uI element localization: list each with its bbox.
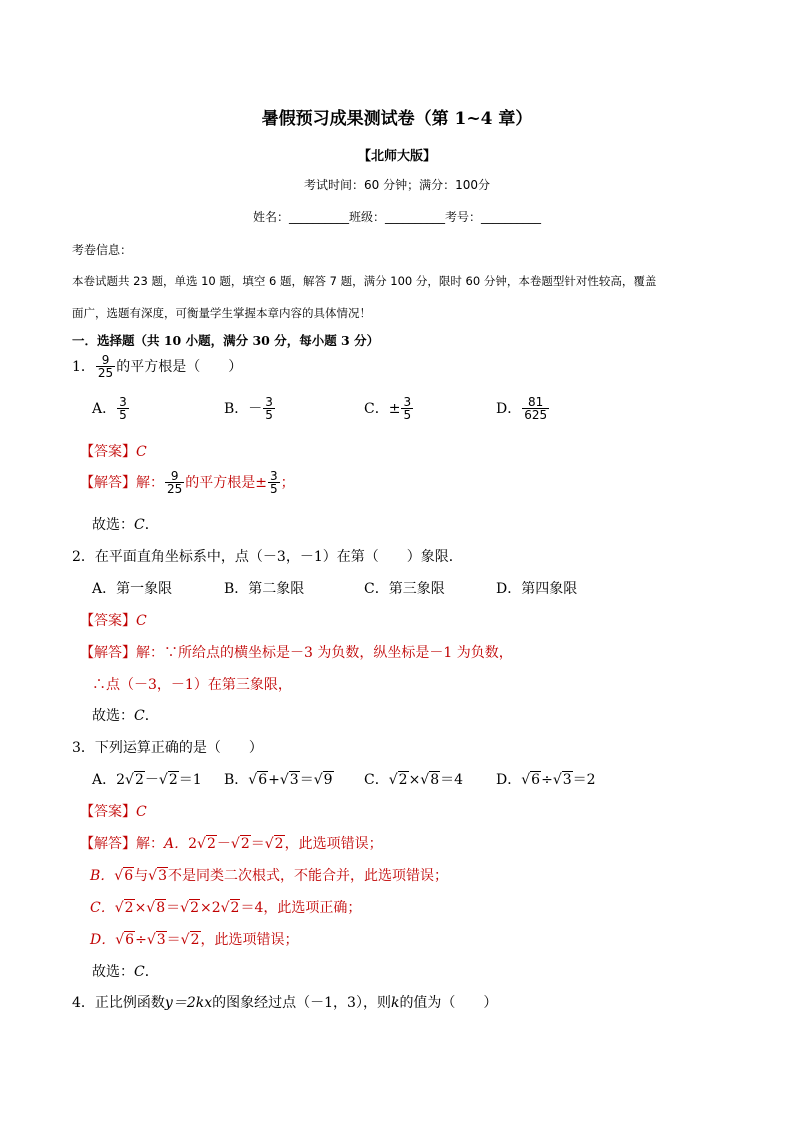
question-2-option-b: B．第二象限 bbox=[224, 581, 305, 597]
question-2-option-d: D．第四象限 bbox=[496, 581, 578, 597]
section-heading: 一．选择题（共 10 小题，满分 30 分，每小题 3 分） bbox=[72, 333, 380, 348]
question-number: 4． bbox=[72, 995, 95, 1011]
question-2-option-a: A．第一象限 bbox=[92, 581, 173, 597]
question-2-choose: 故选：C． bbox=[92, 708, 159, 724]
edition-label: 【北师大版】 bbox=[357, 149, 436, 164]
fraction: $\frac{9}{25}$ bbox=[97, 353, 114, 380]
question-3-solution-d: D．√6÷√3＝√2，此选项错误； bbox=[90, 932, 299, 948]
question-1-option-a: A． $\frac{3}{5}$ bbox=[92, 395, 127, 422]
question-2-solution-1: 【解答】解：∵所给点的横坐标是－3 为负数，纵坐标是－1 为负数， bbox=[80, 645, 513, 661]
question-3-option-c: C．√2×√8＝4 bbox=[364, 772, 464, 788]
question-number: 2． bbox=[72, 549, 95, 565]
question-1-stem: 1． $\frac{9}{25}$ 的平方根是（ ） bbox=[72, 353, 243, 380]
question-1-solution: 【解答】解： $\frac{9}{25}$ 的平方根是± $\frac{3}{5}$ ； bbox=[80, 469, 295, 496]
info-label: 考卷信息： bbox=[72, 243, 133, 257]
question-1-answer: 【答案】C bbox=[80, 444, 147, 460]
info-line-2: 面广，选题有深度，可衡量学生掌握本章内容的具体情况！ bbox=[72, 306, 371, 320]
question-3-solution-c: C．√2×√8＝√2×2√2＝4，此选项正确； bbox=[90, 900, 362, 916]
question-3-option-d: D．√6÷√3＝2 bbox=[496, 772, 596, 788]
question-3-answer: 【答案】C bbox=[80, 804, 147, 820]
question-3-choose: 故选：C． bbox=[92, 964, 159, 980]
question-3-stem: 3．下列运算正确的是（ ） bbox=[72, 740, 263, 756]
question-3-option-b: B．√6+√3＝√9 bbox=[224, 772, 333, 788]
name-class-id-line: 姓名：__________班级：__________考号：__________ bbox=[252, 210, 541, 224]
question-3-option-a: A．2√2－√2＝1 bbox=[92, 772, 202, 788]
question-4-stem: 4．正比例函数y＝2kx的图象经过点（－1，3），则k的值为（ ） bbox=[72, 995, 498, 1011]
question-1-option-d: D． $\frac{81}{625}$ bbox=[496, 395, 548, 422]
question-2-option-c: C．第三象限 bbox=[364, 581, 445, 597]
exam-time: 考试时间：60 分钟；满分：100分 bbox=[304, 178, 490, 192]
question-2-solution-2: ∴点（－3，－1）在第三象限， bbox=[92, 677, 292, 693]
question-number: 3． bbox=[72, 740, 95, 756]
info-line-1: 本卷试题共 23 题，单选 10 题，填空 6 题，解答 7 题，满分 100 分，限时 60 分钟，本卷题型针对性较高，覆盖 bbox=[72, 274, 657, 288]
question-3-solution-a: 【解答】解：A．2√2－√2＝√2，此选项错误； bbox=[80, 836, 383, 852]
question-1-option-b: B．－ $\frac{3}{5}$ bbox=[224, 395, 273, 422]
question-1-option-c: C．± $\frac{3}{5}$ bbox=[364, 395, 412, 422]
question-2-answer: 【答案】C bbox=[80, 613, 147, 629]
question-1-choose: 故选：C． bbox=[92, 517, 159, 533]
question-number: 1． bbox=[72, 359, 95, 375]
page-title: 暑假预习成果测试卷（第 1~4 章） bbox=[261, 109, 533, 129]
question-3-solution-b: B．√6与√3不是同类二次根式，不能合并，此选项错误； bbox=[90, 868, 448, 884]
question-2-stem: 2．在平面直角坐标系中，点（－3，－1）在第（ ）象限． bbox=[72, 549, 463, 565]
